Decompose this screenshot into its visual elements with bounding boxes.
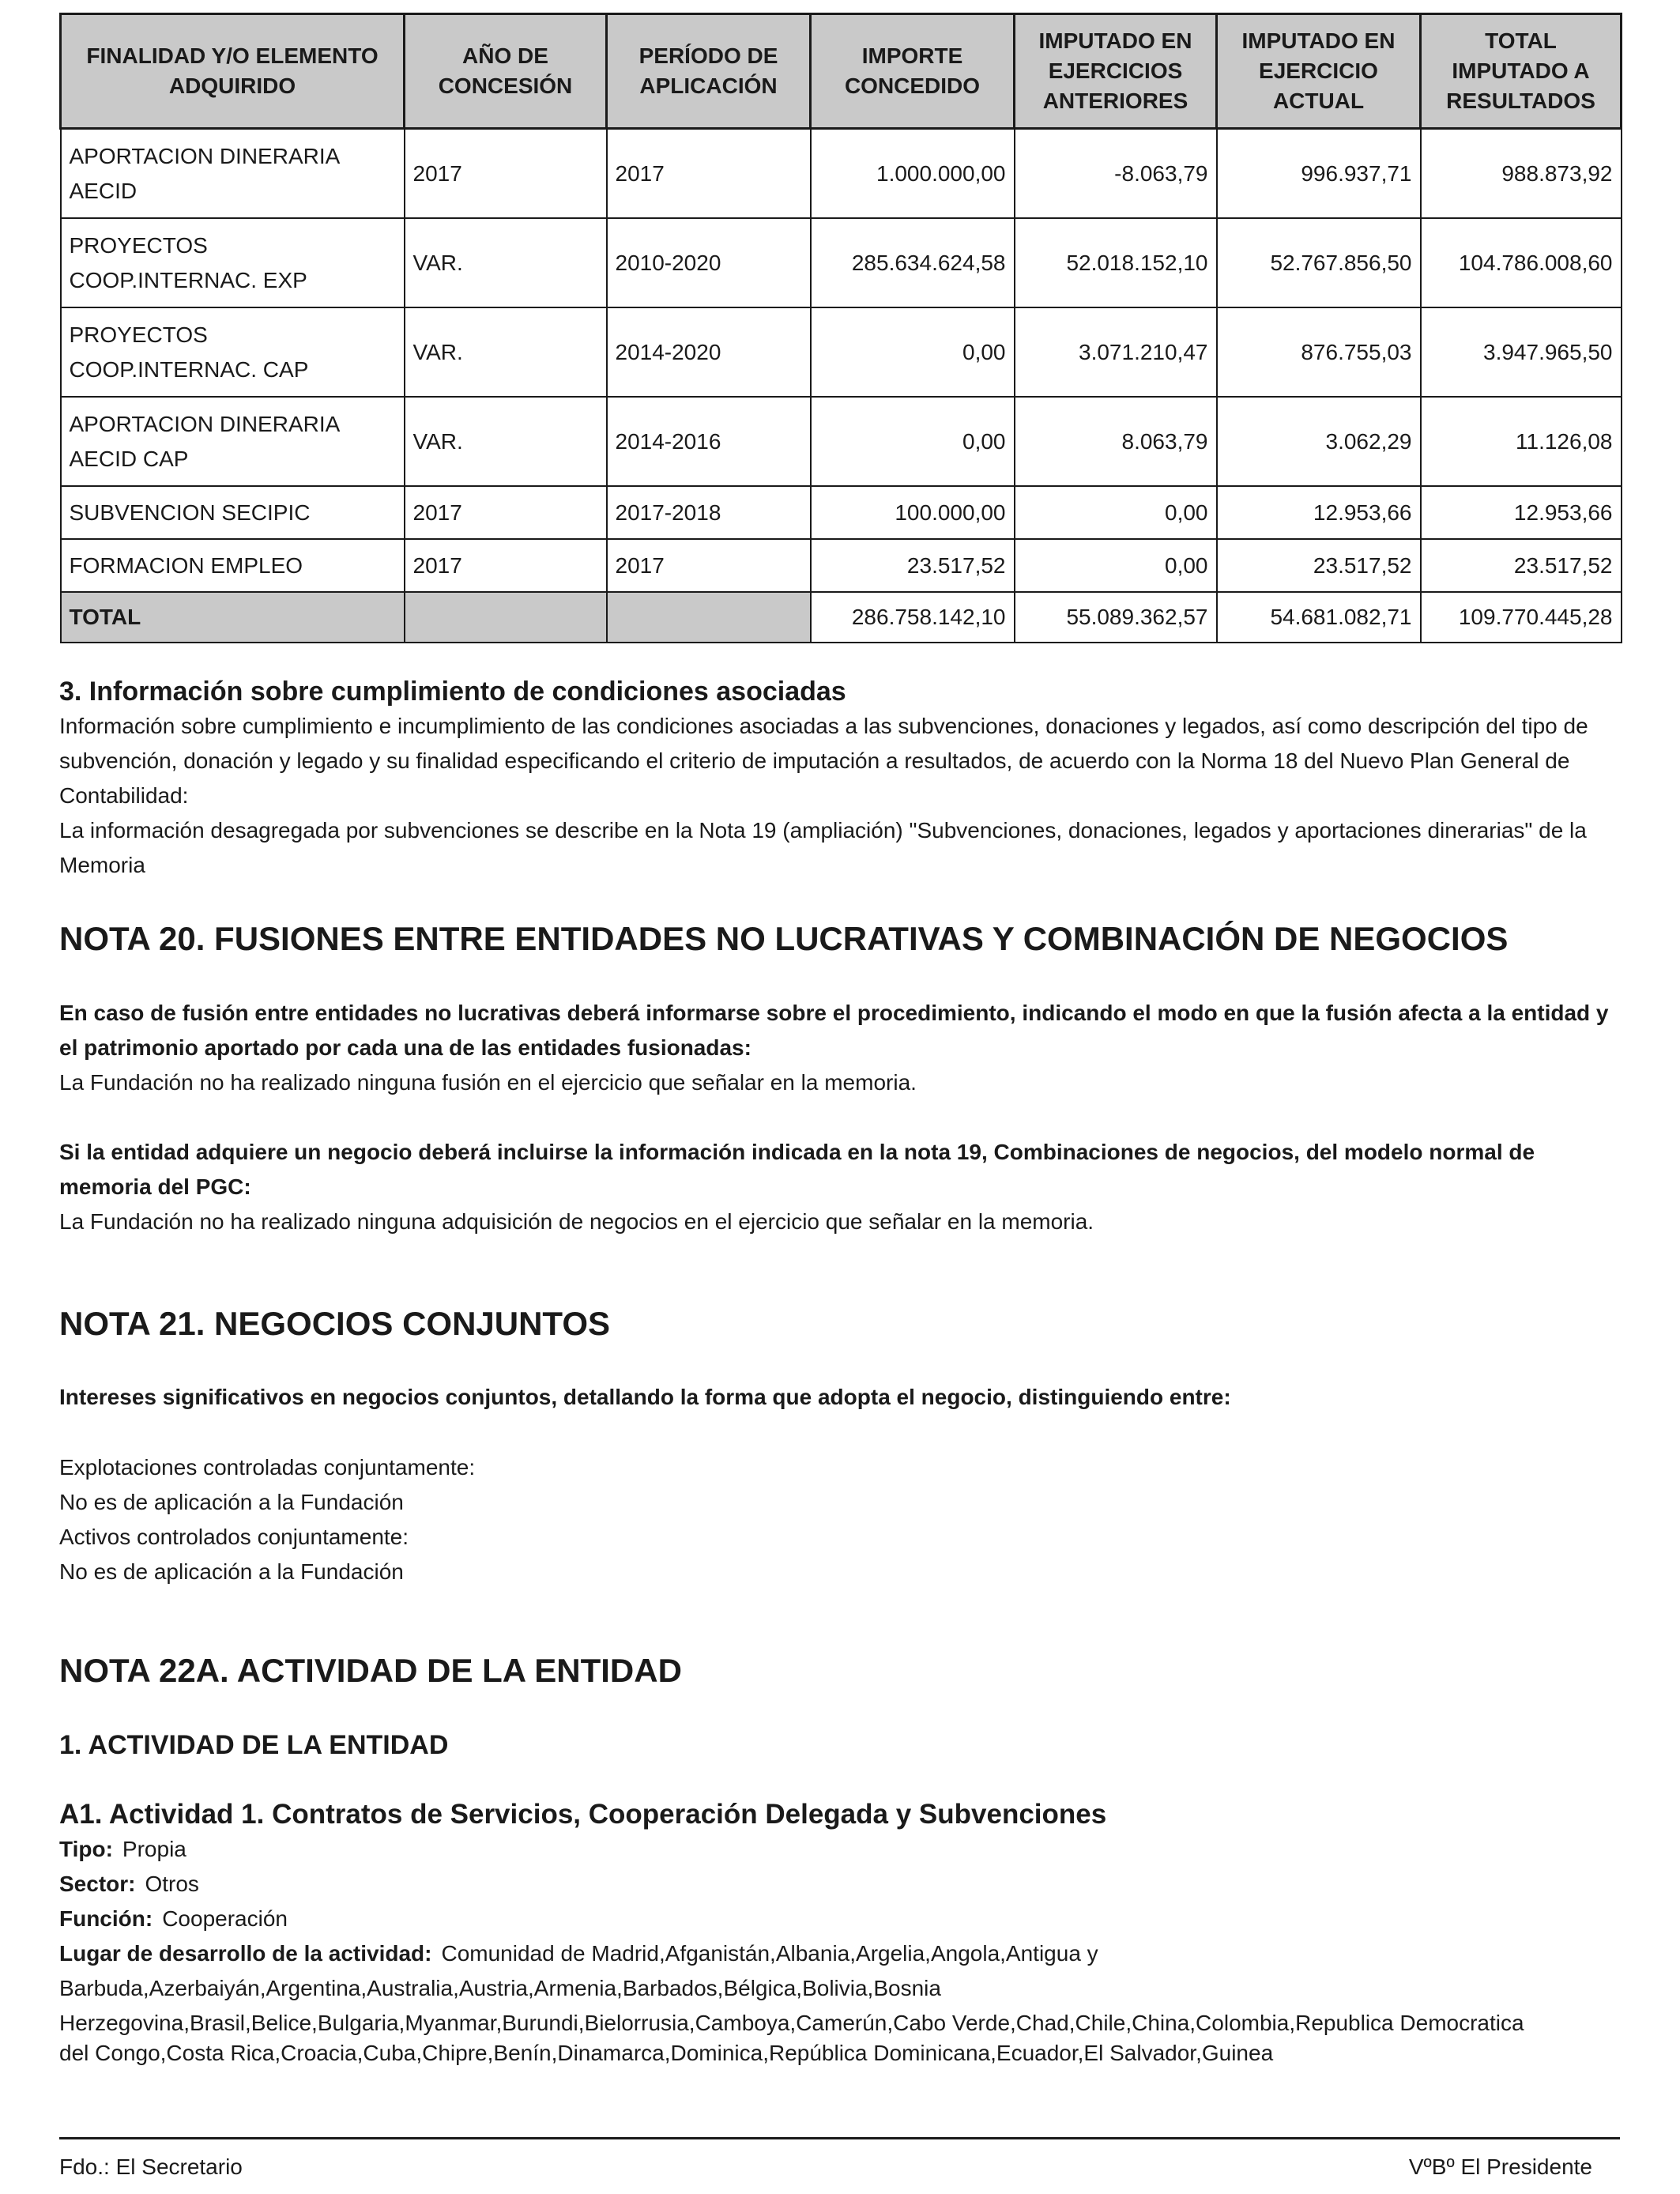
cell-actual: 3.062,29 xyxy=(1217,397,1421,486)
nota-21 xyxy=(59,1303,1620,1344)
cell-importe: 0,00 xyxy=(811,307,1015,397)
cell-importe: 0,00 xyxy=(811,397,1015,486)
cell-actual: 996.937,71 xyxy=(1217,129,1421,219)
nota-21-list xyxy=(59,1450,1620,1589)
cell-anteriores: 52.018.152,10 xyxy=(1015,218,1217,307)
cell-anteriores: 8.063,79 xyxy=(1015,397,1217,486)
nota-20-title: NOTA 20. FUSIONES ENTRE ENTIDADES NO LUCRATIVAS Y COMBINACIÓN DE NEGOCIOS xyxy=(59,920,1509,957)
nota-21-body xyxy=(59,1380,1620,1415)
cell-anteriores: 0,00 xyxy=(1015,486,1217,539)
table-total-row xyxy=(61,592,1622,643)
cell-finalidad: APORTACION DINERARIA AECID xyxy=(61,129,405,219)
nota-21-title: NOTA 21. NEGOCIOS CONJUNTOS xyxy=(59,1305,610,1342)
cell-ano: VAR. xyxy=(405,218,607,307)
activity-sector xyxy=(59,1867,1620,1902)
cell-ano: 2017 xyxy=(405,129,607,219)
lugar-value-line-1: Comunidad de Madrid,Afganistán,Albania,Argelia,Angola,Antigua y xyxy=(441,1941,1098,1966)
tipo-label: Tipo: xyxy=(59,1837,113,1861)
cell-ano: 2017 xyxy=(405,539,607,592)
cell-total: 3.947.965,50 xyxy=(1421,307,1622,397)
nota-21-line: Explotaciones controladas conjuntamente: xyxy=(59,1455,476,1480)
cell-finalidad: PROYECTOS COOP.INTERNAC. EXP xyxy=(61,218,405,307)
cell-periodo: 2017-2018 xyxy=(607,486,811,539)
activity-tipo xyxy=(59,1832,1620,1867)
cell-actual: 12.953,66 xyxy=(1217,486,1421,539)
table-row xyxy=(61,397,1622,486)
total-label: TOTAL xyxy=(61,592,405,643)
table-row xyxy=(61,218,1622,307)
cell-ano: VAR. xyxy=(405,397,607,486)
total-actual: 54.681.082,71 xyxy=(1217,592,1421,643)
nota-20-body-2 xyxy=(59,1135,1620,1239)
table-row xyxy=(61,486,1622,539)
cell-ano: VAR. xyxy=(405,307,607,397)
header-periodo-aplicacion: PERÍODO DE APLICACIÓN xyxy=(607,14,811,129)
total-importe: 286.758.142,10 xyxy=(811,592,1015,643)
footer-presidente: VºBº El Presidente xyxy=(1408,2154,1592,2179)
cell-actual: 52.767.856,50 xyxy=(1217,218,1421,307)
header-imputado-anteriores: IMPUTADO EN EJERCICIOS ANTERIORES xyxy=(1015,14,1217,129)
header-total-imputado: TOTAL IMPUTADO A RESULTADOS xyxy=(1421,14,1622,129)
nota-22a xyxy=(59,1650,1620,1691)
cell-anteriores: -8.063,79 xyxy=(1015,129,1217,219)
cell-ano: 2017 xyxy=(405,486,607,539)
funcion-label: Función: xyxy=(59,1906,153,1931)
nota-20-answer-1: La Fundación no ha realizado ninguna fusión en el ejercicio que señalar en la memoria. xyxy=(59,1070,917,1095)
cell-importe: 285.634.624,58 xyxy=(811,218,1015,307)
total-anteriores: 55.089.362,57 xyxy=(1015,592,1217,643)
table-header-row xyxy=(61,14,1622,129)
cell-importe: 23.517,52 xyxy=(811,539,1015,592)
section-3-paragraph-2: La información desagregada por subvenciones se describe en la Nota 19 (ampliación) "Subvenciones, donaciones, legados y aportaciones dinerarias" de la Memoria xyxy=(59,818,1587,877)
cell-periodo: 2017 xyxy=(607,129,811,219)
total-total: 109.770.445,28 xyxy=(1421,592,1622,643)
nota-21-question: Intereses significativos en negocios conjuntos, detallando la forma que adopta el negocio, distinguiendo entre: xyxy=(59,1385,1231,1409)
activity-lugar xyxy=(59,1936,1620,1971)
cell-anteriores: 3.071.210,47 xyxy=(1015,307,1217,397)
lugar-value-line-4: del Congo,Costa Rica,Croacia,Cuba,Chipre,Benín,Dinamarca,Dominica,República Dominicana,Ecuador,El Salvador,Guinea xyxy=(59,2041,1274,2065)
cell-periodo: 2017 xyxy=(607,539,811,592)
cell-actual: 876.755,03 xyxy=(1217,307,1421,397)
cell-periodo: 2010-2020 xyxy=(607,218,811,307)
section-3-paragraph: Información sobre cumplimiento e incumplimiento de las condiciones asociadas a las subvenciones, donaciones y legados, así como descripción del tipo de subvención, donación y legado y su finalidad especificando el criterio de imputación a resultados, de acuerdo con la Norma 18 del Nuevo Plan General de Contabilidad: xyxy=(59,714,1588,808)
cell-total: 11.126,08 xyxy=(1421,397,1622,486)
lugar-value-line-2: Barbuda,Azerbaiyán,Argentina,Australia,Austria,Armenia,Barbados,Bélgica,Bolivia,Bosnia xyxy=(59,1976,941,2000)
cell-total: 23.517,52 xyxy=(1421,539,1622,592)
total-empty-periodo xyxy=(607,592,811,643)
cell-periodo: 2014-2020 xyxy=(607,307,811,397)
sector-label: Sector: xyxy=(59,1872,136,1896)
nota-22a-subtitle-block xyxy=(59,1728,1620,1762)
cell-importe: 100.000,00 xyxy=(811,486,1015,539)
funcion-value: Cooperación xyxy=(162,1906,288,1931)
cell-total: 988.873,92 xyxy=(1421,129,1622,219)
activity-1 xyxy=(59,1797,1620,2071)
activity-funcion xyxy=(59,1902,1620,1936)
nota-21-line: No es de aplicación a la Fundación xyxy=(59,1559,404,1584)
cell-total: 104.786.008,60 xyxy=(1421,218,1622,307)
footer-secretario: Fdo.: El Secretario xyxy=(59,2154,243,2179)
footer-divider xyxy=(59,2137,1620,2139)
nota-20 xyxy=(59,918,1620,959)
total-empty-ano xyxy=(405,592,607,643)
cell-actual: 23.517,52 xyxy=(1217,539,1421,592)
nota-20-body xyxy=(59,996,1620,1100)
nota-20-question-1: En caso de fusión entre entidades no lucrativas deberá informarse sobre el procedimiento, indicando el modo en que la fusión afecta a la entidad y el patrimonio aportado por cada una de las entidades fusionadas: xyxy=(59,1001,1609,1060)
nota-20-answer-2: La Fundación no ha realizado ninguna adquisición de negocios en el ejercicio que señalar en la memoria. xyxy=(59,1209,1094,1234)
nota-21-line: No es de aplicación a la Fundación xyxy=(59,1490,404,1514)
cell-anteriores: 0,00 xyxy=(1015,539,1217,592)
cell-finalidad: FORMACION EMPLEO xyxy=(61,539,405,592)
header-importe-concedido: IMPORTE CONCEDIDO xyxy=(811,14,1015,129)
sector-value: Otros xyxy=(145,1872,199,1896)
activity-1-title: A1. Actividad 1. Contratos de Servicios, Cooperación Delegada y Subvenciones xyxy=(59,1799,1107,1830)
lugar-value-line-3: Herzegovina,Brasil,Belice,Bulgaria,Myanmar,Burundi,Bielorrusia,Camboya,Camerún,Cabo Verde,Chad,Chile,China,Colombia,Republica Democratica xyxy=(59,2011,1524,2035)
header-ano-concesion: AÑO DE CONCESIÓN xyxy=(405,14,607,129)
header-imputado-actual: IMPUTADO EN EJERCICIO ACTUAL xyxy=(1217,14,1421,129)
nota-22a-subtitle: 1. ACTIVIDAD DE LA ENTIDAD xyxy=(59,1730,449,1760)
cell-finalidad: APORTACION DINERARIA AECID CAP xyxy=(61,397,405,486)
cell-finalidad: SUBVENCION SECIPIC xyxy=(61,486,405,539)
tipo-value: Propia xyxy=(122,1837,186,1861)
table-row xyxy=(61,539,1622,592)
nota-22a-title: NOTA 22A. ACTIVIDAD DE LA ENTIDAD xyxy=(59,1652,682,1689)
table-row xyxy=(61,307,1622,397)
cell-periodo: 2014-2016 xyxy=(607,397,811,486)
grants-table xyxy=(59,13,1622,643)
nota-21-line: Activos controlados conjuntamente: xyxy=(59,1525,409,1549)
cell-importe: 1.000.000,00 xyxy=(811,129,1015,219)
lugar-label: Lugar de desarrollo de la actividad: xyxy=(59,1941,432,1966)
nota-20-question-2: Si la entidad adquiere un negocio deberá incluirse la información indicada en la nota 19, Combinaciones de negocios, del modelo normal de memoria del PGC: xyxy=(59,1140,1535,1199)
section-3-title: 3. Información sobre cumplimiento de condiciones asociadas xyxy=(59,677,846,707)
section-3 xyxy=(59,674,1620,883)
cell-total: 12.953,66 xyxy=(1421,486,1622,539)
table-row xyxy=(61,129,1622,219)
header-finalidad: FINALIDAD Y/O ELEMENTO ADQUIRIDO xyxy=(61,14,405,129)
cell-finalidad: PROYECTOS COOP.INTERNAC. CAP xyxy=(61,307,405,397)
